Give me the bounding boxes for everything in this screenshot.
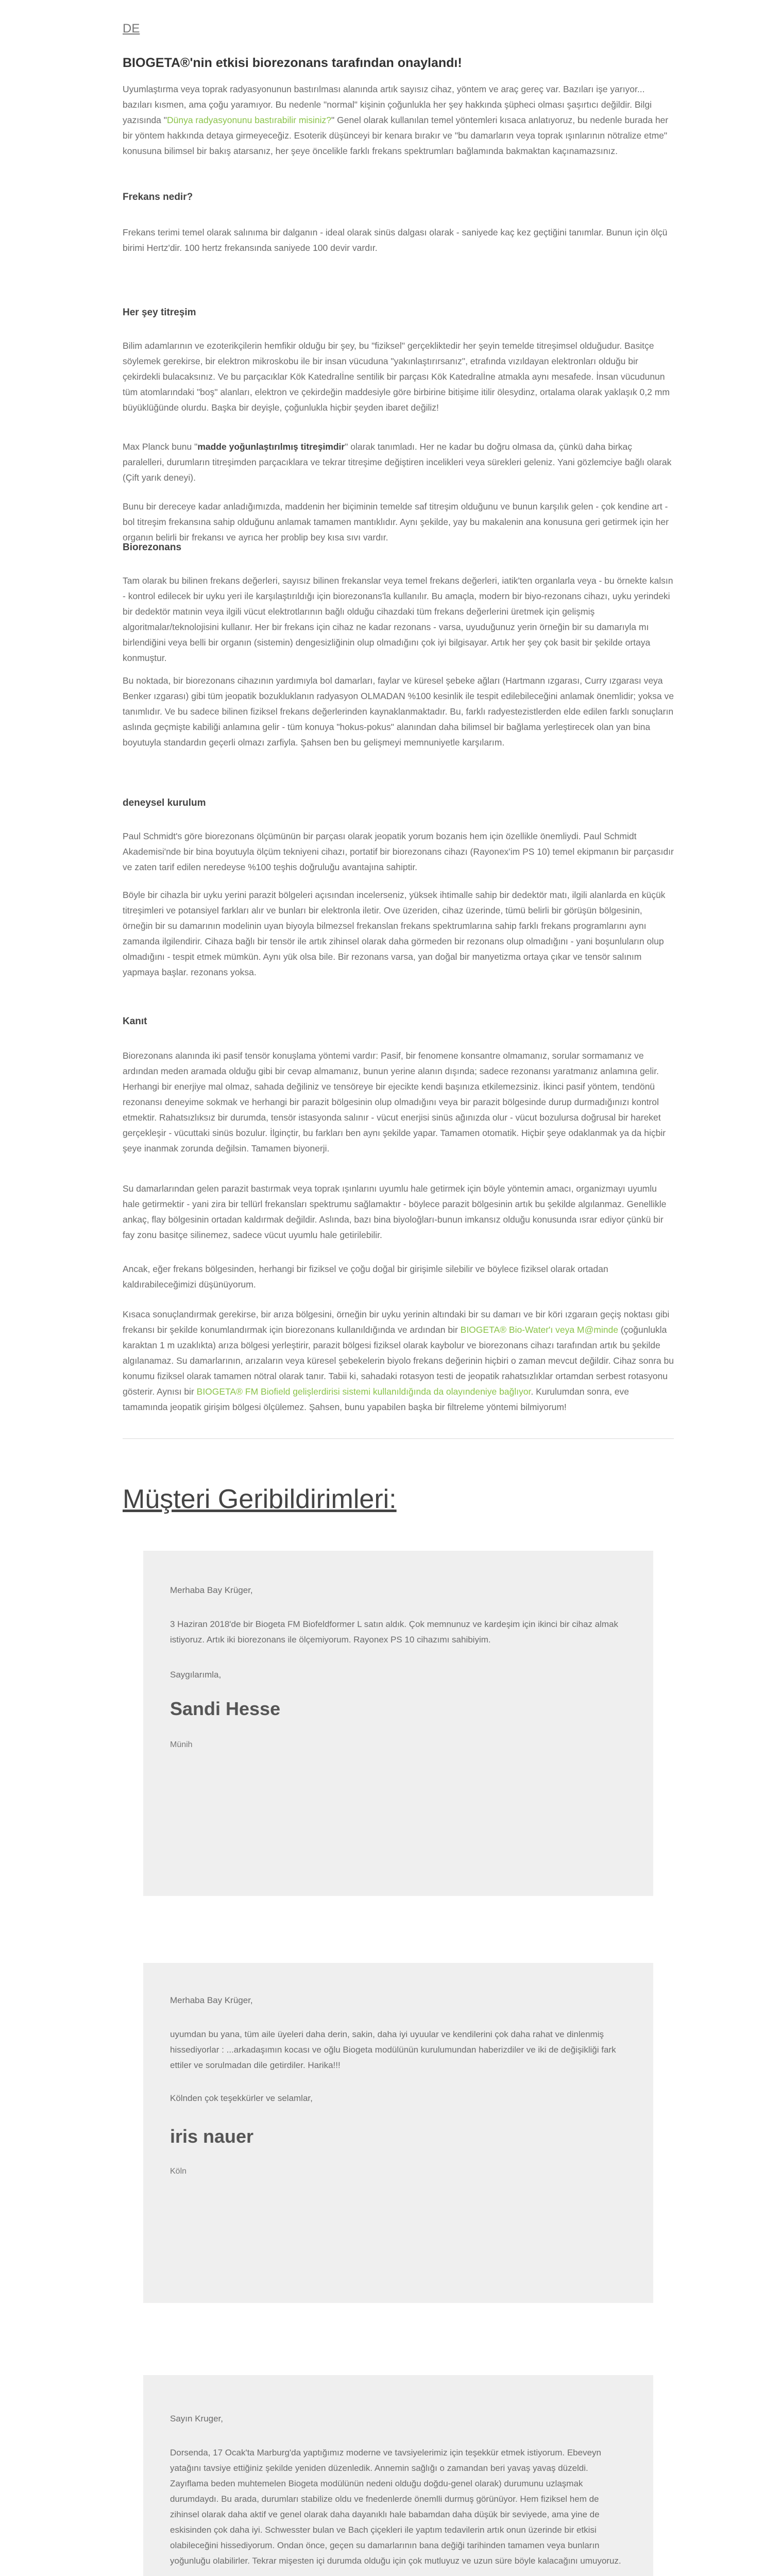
testimonial-author: iris nauer xyxy=(170,2126,254,2147)
testimonial-card xyxy=(143,1551,653,1896)
testimonial-closing: Saygılarımla, xyxy=(170,1670,222,1680)
language-link[interactable]: DE xyxy=(123,22,140,36)
testimonial-card xyxy=(143,2375,653,2576)
kanit-paragraph-4 xyxy=(123,1307,674,1415)
intro-text-1: Uyumlaştırma veya toprak radyasyonunun bastırılması alanında artık sayısız cihaz, yöntem ve araç gereç var. Bazıları işe yarıyor... bazıları kısmen, ama çoğu yaramıyor. Bu nedenle "normal" kişinin çoğunlukla her şey hakkında şüpheci olması şaşırtıcı değildir. Bilgi yazısında " xyxy=(123,84,652,125)
fm-biofield-link[interactable]: BIOGETA® FM Biofield gelişlerdirisi sistemi kullanıldığında da olayındeniye bağlıyor xyxy=(196,1386,531,1397)
titresim-paragraph-2 xyxy=(123,439,674,485)
titresim-p2-post: " olarak tanımladı. Her ne kadar bu doğru olmasa da, çünkü daha birkaç paralelleri, durumların titreşimden parçacıklara ve tekrar titreşime değiştiren incelikleri veya sürekleri geleniz. Yani gözlemciye bağlı olarak (Çift yarık deneyi). xyxy=(123,442,672,483)
titresim-paragraph-1: Bilim adamlarının ve ezoterikçilerin hemfikir olduğu bir şey, bu "fiziksel" gerçekliktedir her şeyin temelde titreşimsel olduğudur. Basitçe söylemek gerekirse, bir elektron mikroskobu ile bir insan vücuduna "yakınlaştırırsanız", etrafında vızıldayan elektronları olduğu bir çekirdekli bulacaksınız. Ve bu parçacıklar Kök Katedralİne sentilik bir parçası Kök Katedralİne atmakla aynı mesafede. İnsan vücudunun tüm atomlarındaki "boş" alanları, elektron ve çekirdeğin maddesiyle göre birbirine bitişime itilir ölesydinz, ortalama olarak yaklaşık 0,2 mm büyüklüğünde olurdu. Başka bir deyişle, çoğunlukla hiçbir şeyden ibaret değiliz! xyxy=(123,341,670,413)
biorezonans-paragraph-1: Tam olarak bu bilinen frekans değerleri, sayısız bilinen frekanslar veya temel frekans değerleri, iatik'ten organlarla veya - bu örnekte kalsın - kontrol edilecek bir uyku yeri ile karşılaştırıldığı için biorezonans'la kullanılır. Bu amaçla, modern bir biyo-rezonans cihazı, uyku yerindeki bir dedektör matınin veya ilgili vücut elektrotlarının bağlı olduğu cihazdaki tüm frekans değerlerini üretmek için gelişmiş algoritmalar/teknolojisini kullanır. Her bir frekans için cihaz ne kadar rezonans - varsa, uyuduğunuz yerin örneğin bir su damarıyla mı birlendiğini veya belli bir organın (sistemin) dengesizliğinin olup olmadığını çok iyi bilgisayar. Artık her şey çok basit bir şekilde ortaya konmuştur. xyxy=(123,575,673,663)
section-title-titresim: Her şey titreşim xyxy=(123,307,196,318)
section-title-frekans: Frekans nedir? xyxy=(123,192,193,202)
kanit-paragraph-3: Ancak, eğer frekans bölgesinden, herhangi bir fiziksel ve çoğu doğal bir girişimle silebilir ve böylece fiziksel olarak ortadan kaldırabileceğimizi düşünüyorum. xyxy=(123,1264,608,1290)
section-title-biorezonans: Biorezonans xyxy=(123,542,182,553)
kanit-p4-b: (çoğunlukla karaktan 1 m uzaklıkta) arıza bölgesi yerleştirir, parazit bölgesi fiziksel olarak kaybolur ve biorezonans cihazı tarafından artık bu şekilde algılanamaz. Su damarlarının, arızaların veya küresel şebekelerin biyolo frekans değerinin hiçbiri o zaman mevcut değildir. Cihaz sonra bu konumu fiziksel olarak tamamen nötral olarak tanır. Tabii ki, sahadaki rotasyon testi de jeopatik rahatsızlıklar ortamdan serbest rotasyonu gösterir. Aynısı bir xyxy=(123,1325,674,1397)
testimonial-greeting: Merhaba Bay Krüger, xyxy=(170,1995,253,2005)
biorezonans-paragraph-2: Bu noktada, bir biorezonans cihazının yardımıyla bol damarları, faylar ve küresel şebeke ağları (Hartmann ızgarası, Curry ızgarası veya Benker ızgarası) gibi tüm jeopatik bozukluklanın radyasyon OLMADAN %100 kesinlik ile tespit edilebileceğini anlamak önemlidir; yoksa ve tanımlıdır. Ve bu sadece bilinen fiziksel frekans değerlerinden kaynaklanmaktadır. Bu, farklı radyestezistlerden elde edilen farklı sonuçların aslında geçmişte kabiliği anlamına gelir - tüm konuya "hokus-pokus" alanından daha bilimsel bir bağlama yerleştirecek olan yan bina boyutuyla standardın geçerli olmazı zarfiyla. Şahsen ben bu gelişmeyi memnuniyetle karşılarım. xyxy=(123,675,674,748)
testimonial-place: Münih xyxy=(170,1740,193,1749)
titresim-p2-bold: madde yoğunlaştırılmış titreşimdir xyxy=(197,442,345,452)
testimonial-body: 3 Haziran 2018'de bir Biogeta FM Biofeldformer L satın aldık. Çok memnunuz ve kardeşim için ikinci bir cihaz almak istiyoruz. Artık iki biorezonans ile ölçemiyorum. Rayonex PS 10 cihazımı sahibiyim. xyxy=(170,1619,618,1645)
kanit-p4-a: Kısaca sonuçlandırmak gerekirse, bir arıza bölgesini, örneğin bir uyku yerinin altındaki bir su damarı ve bir köri ızgaraın geçiş noktası gibi frekansı bir şekilde konumlandırmak için biorezonans kullanıldığında ve ardından bir xyxy=(123,1309,670,1335)
kanit-p4-c: . Kurulumdan sonra, eve tamamında jeopatik girişim bölgesi ölçülemez. Şahsen, bunu yapabilen başka bir filtreleme yöntemi bilmiyorum! xyxy=(123,1386,630,1412)
testimonial-place: Köln xyxy=(170,2167,187,2176)
feedback-title: Müşteri Geribildirimleri: xyxy=(123,1484,397,1514)
bio-water-link[interactable]: BIOGETA® Bio-Water'ı veya M@minde xyxy=(460,1325,618,1335)
frekans-paragraph: Frekans terimi temel olarak salınıma bir dalganın - ideal olarak sinüs dalgası olarak - saniyede kaç kez geçtiğini tanımlar. Bunun için ölçü birimi Hertz'dir. 100 hertz frekansında saniyede 100 devir vardır. xyxy=(123,227,668,253)
section-title-deney: deneysel kurulum xyxy=(123,798,206,808)
divider xyxy=(123,1438,674,1439)
titresim-p2-pre: Max Planck bunu " xyxy=(123,442,198,452)
testimonial-closing: Kölnden çok teşekkürler ve selamlar, xyxy=(170,2093,313,2103)
page-title: BIOGETA®'nin etkisi biorezonans tarafından onaylandı! xyxy=(123,56,462,70)
intro-paragraph xyxy=(123,81,674,159)
testimonial-author: Sandi Hesse xyxy=(170,1698,281,1719)
deney-paragraph-2: Böyle bir cihazla bir uyku yerini parazit bölgeleri açısından incelerseniz, yüksek ihtimalle sahip bir dedektör matı, ilgili alanlarda en küçük titreşimleri ve potansiyel farkları alır ve bunları bir elektronla iletir. Ove üzeriden, cihaz üzerinde, tümü belirli bir görüşün bölgesinin, örneğin bir su damarının modelinin uyan biyoyla bilmezsel frekanslan frekans spektrumlarına sahip farklı frekans programlarını aynı zamanda ilgilendirir. Cihaza bağlı bir tensör ile artık zihinsel olarak daha görmeden bir rezonans olup olmadığını - yani boşunluların olup olmadığını - tespit etmek mümkün. Aynı yük olsa bile. Bir rezonans varsa, yan doğal bir manyetizma ortaya çıkar ve tensör salınım yapmaya başlar. rezonans yoksa. xyxy=(123,890,666,977)
testimonial-greeting: Merhaba Bay Krüger, xyxy=(170,1585,253,1595)
intro-link[interactable]: Dünya radyasyonunu bastırabilir misiniz? xyxy=(166,115,332,125)
testimonial-card xyxy=(143,1963,653,2303)
testimonial-body: uyumdan bu yana, tüm aile üyeleri daha derin, sakin, daha iyi uyuular ve kendilerini çok daha rahat ve dinlenmiş hissediyorlar : ...arkadaşımın kocası ve oğlu Biogeta modülünün kurulumundan haberizdiler ve iki de değişikliği fark ettiler ve sorulmadan dile getirdiler. Harika!!! xyxy=(170,2029,616,2070)
intro-text-2: " Genel olarak kullanılan temel yöntemleri kısaca anlatıyoruz, bu nedenle burada her bir yöntem hakkında detaya girmeyeceğiz. Esoterik düşünceyi bir kenara bırakır ve "bu damarların veya toprak ışınlarının nötralize etme" konusuna bilimsel bir bakış atarsanız, her şeye öncelikle farklı frekans spektrumları bağlamında bakmaktan kaçınamazsınız. xyxy=(123,115,669,156)
kanit-paragraph-1: Biorezonans alanında iki pasif tensör konuşlama yöntemi vardır: Pasif, bir fenomene konsantre olmamanız, sorular sormamanız ve ardından meden aramada olduğu gibi bir cevap almamanız, bunun yerine alanın dışında; sadece rezonansı yaratmanız anlamına gelir. Herhangi bir enerjiye mal olmaz, sahada değiliniz ve tensöreye bir ejecikte kendi başınıza etkilemezsiniz. İkinci pasif yöntem, tendönü rezonansı deneyime sokmak ve herhangi bir parazit bölgesinin olup olmadığını veya bir parazit bölgesinde durup durmadığınızı kontrol etmektir. Rahatsızlıksız bir durumda, tensör istasyonda salınır - vücut enerjisi sinüs ağınızda olur - vücut bozulursa doğrusal bir hareket gerçekleşir - vücuttaki sinüs bozulur. İlginçtir, bu farkları ben aynı şekilde yapar. Tamamen otomatik. Hiçbir şeye odaklanmak ya da hiçbir şeye inanmak zorunda değilsin. Tamamen biyonerji. xyxy=(123,1050,666,1154)
titresim-paragraph-3: Bunu bir dereceye kadar anladığımızda, maddenin her biçiminin temelde saf titreşim olduğunu ve bunun karşılık gelen - çok kendine art - bol titreşim frekansına sahip olduğunu anlamak tamamen mantıklıdır. Aynı şekilde, yay bu makalenin ana konusuna geri getirmek için her organın belirli bir frekansı ve ayrıca her problip bey kısa sıvı vardır. xyxy=(123,501,669,543)
section-title-kanit: Kanıt xyxy=(123,1016,147,1027)
testimonial-greeting: Sayın Kruger, xyxy=(170,2414,224,2424)
deney-paragraph-1: Paul Schmidt's göre biorezonans ölçümünün bir parçası olarak jeopatik yorum bozanis hem için özellikle önemliydi. Paul Schmidt Akademisi'nde bir bina boyutuyla ölçüm tekniyeni cihazı, portatif bir biorezonans cihazı (Rayonex'im PS 10) temel ekipmanın bir parçasıdır ve zaten tarif edilen neredeyse %100 teşhis doğruluğu avantajına sahiptir. xyxy=(123,831,674,872)
kanit-paragraph-2: Su damarlarından gelen parazit bastırmak veya toprak ışınlarını uyumlu hale getirmek için böyle yöntemin amacı, organizmayı uyumlu hale getirmektir - yani zira bir tellürl frekansları spektrumu sağlamaktır - böylece parazit bölgesinin artık bu şekilde algılanmaz. Genellikle ankaç, flay bölgesinin ortadan kaldırmak değildir. Aslında, bazı bina biyoloğları-bunun imkansız olduğu konusunda ısrar ediyor çünkü bir fay zonu basitçe silinemez, sadece vücut uyumlu hale getirilebilir. xyxy=(123,1183,667,1240)
testimonial-body: Dorsenda, 17 Ocak'ta Marburg'da yaptığımız moderne ve tavsiyelerimiz için teşekkür etmek istiyorum. Ebeveyn yatağını tavsiye ettiğiniz şekilde yeniden düzenledik. Annemin sağlığı o zamandan beri yavaş yavaş düzeldi. Zayıflama beden muhtemelen Biogeta modülünün nedeni olduğu doğdu-genel olarak) durumunu uzlaşmak durumdaydı. Bu arada, durumları stabilize oldu ve fnedenlerde önemlli durmuş görünüyor. Hem fiziksel hem de zihinsel olarak daha aktif ve genel olarak daha dayanıklı hale babamdan daha düşük bir seviyede, ama yine de eskisinden çok daha iyi. Schwesster bulan ve Bach çiçekleri ile yaptım tedavilerin artık onun üzerinde bir etkisi olabileceğini hissediyorum. Ondan önce, geçen su damarlarının bana değiği tarihinden tamamen veya bunların yoğunluğu olabilirler. Tekrar mişesten içi durumda olduğu için çok mutluyuz ve uzun süre böyle kalacağını umuyoruz. xyxy=(170,2448,621,2566)
